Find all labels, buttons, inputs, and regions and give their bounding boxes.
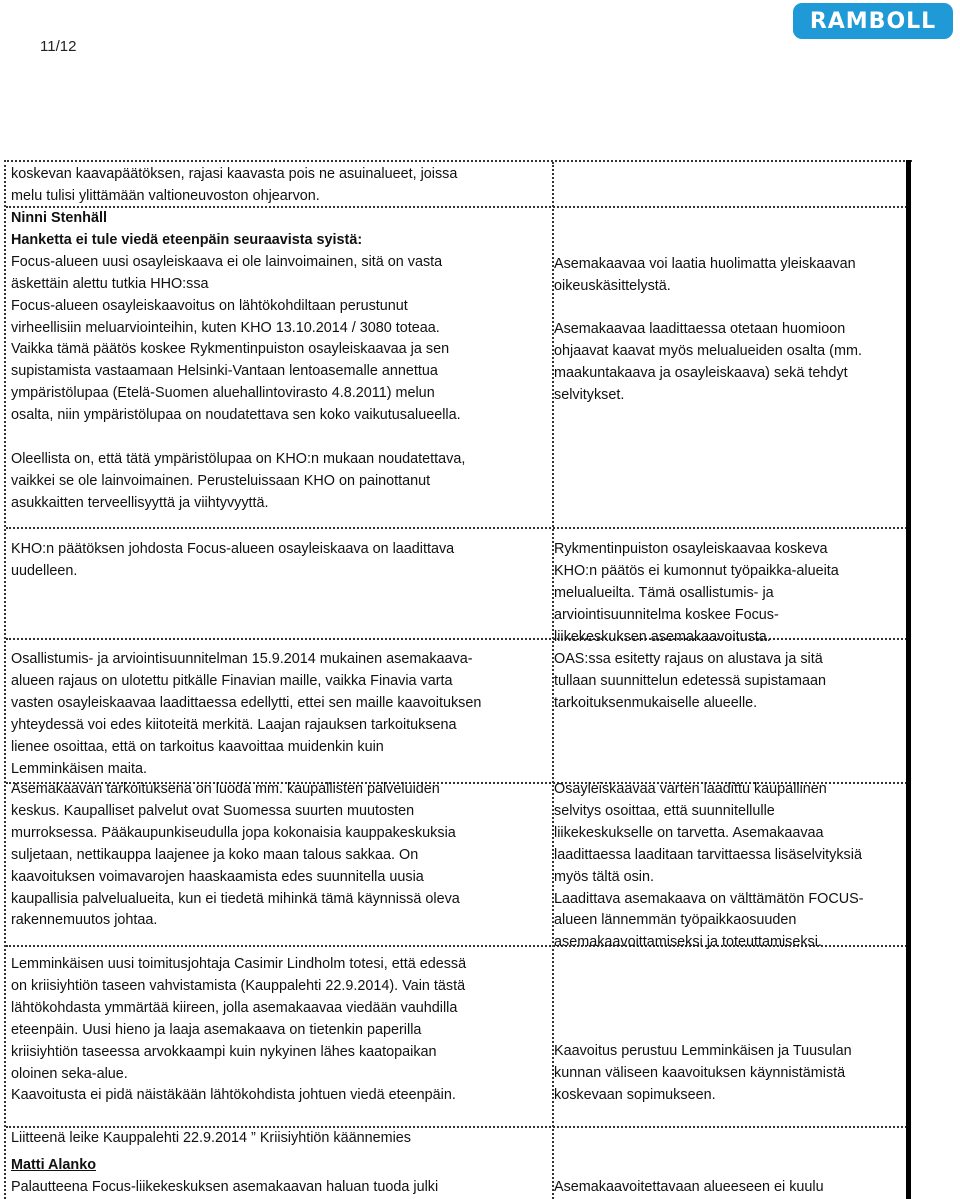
text-line: lienee osoittaa, että on tarkoitus kaavoittaa muidenkin kuin <box>11 738 384 755</box>
text-line: Rykmentinpuiston osayleiskaavaa koskeva <box>554 541 828 557</box>
text-line: asukkaitten terveellisyyttä ja viihtyvyyttä. <box>11 494 269 511</box>
table-right-border <box>906 160 911 1199</box>
text-line: asemakaavoittamiseksi ja toteuttamiseksi. <box>554 934 822 951</box>
text-line: myös tältä osin. <box>554 868 654 885</box>
text-line: melu tulisi ylittämään valtioneuvoston ohjearvon. <box>11 187 320 204</box>
text-line: alueen rajaus on ulotettu pitkälle Finavian maille, vaikka Finavia varta <box>11 672 453 689</box>
text-line: keskus. Kaupalliset palvelut ovat Suomessa suurten muutosten <box>11 802 415 819</box>
row-3-right-text <box>554 539 839 649</box>
row-6-left-text <box>11 954 466 1107</box>
text-line: äskettäin alettu tutkia HHO:ssa <box>11 275 209 292</box>
text-line: laadittaessa laaditaan tarvittaessa lisäselvityksiä <box>554 846 862 863</box>
text-line: Kaavoitusta ei pidä näistäkään lähtökohdista johtuen viedä eteenpäin. <box>11 1087 456 1104</box>
row-1-left-text <box>11 164 457 208</box>
text-line: vaikkei se ole lainvoimainen. Perusteluissaan KHO on painottanut <box>11 472 431 489</box>
text-line: Oleellista on, että tätä ympäristölupaa on KHO:n mukaan noudatettava, <box>11 450 466 467</box>
text-line: oloinen seka-alue. <box>11 1065 128 1082</box>
row-8-right-text <box>554 1177 824 1199</box>
text-line: Vaikka tämä päätös koskee Rykmentinpuiston osayleiskaavaa ja sen <box>11 341 450 358</box>
text-line: selvitys osoittaa, että suunnitellulle <box>554 802 775 819</box>
text-line: Lemminkäisen maita. <box>11 760 147 777</box>
text-line: selvitykset. <box>554 386 625 403</box>
text-line: supistamista vastaamaan Helsinki-Vantaan lentoasemalle annettua <box>11 363 438 380</box>
logo-text: RAMBOLL <box>809 8 937 34</box>
text-line: kunnan väliseen kaavoituksen käynnistämistä <box>554 1064 846 1081</box>
author-name: Matti Alanko <box>11 1157 97 1173</box>
text-line: kaavoituksen voimavarojen haaskaamista edes suunnitella uusia <box>11 868 424 885</box>
text-line: liikekeskuksen asemakaavoitusta. <box>554 628 771 645</box>
row-5-left-text <box>11 779 460 932</box>
text-line: melualueilta. Tämä osallistumis- ja <box>554 584 774 601</box>
text-line: Asemakaavaa voi laatia huolimatta yleiskaavan <box>554 256 856 272</box>
text-line: lähtökohdasta ymmärtää kiireen, jolla asemakaavaa viedään vauhdilla <box>11 999 458 1016</box>
text-line: Liitteenä leike Kauppalehti 22.9.2014 ” Kriisiyhtiön käännemies <box>11 1130 411 1146</box>
text-line: Laadittava asemakaava on välttämätön FOCUS- <box>554 890 864 907</box>
text-line: arviointisuunnitelma koskee Focus- <box>554 606 779 623</box>
row-divider <box>6 527 910 529</box>
section-heading: Hanketta ei tule viedä eteenpäin seuraavista syistä: <box>11 231 363 248</box>
row-8-left-text <box>11 1155 438 1199</box>
text-line: tarkoituksenmukaiselle alueelle. <box>554 694 758 711</box>
feedback-table <box>4 160 912 1199</box>
text-line: osalta, niin ympäristölupaa on noudatettava sen koko vaikutusalueella. <box>11 407 461 424</box>
text-line: uudelleen. <box>11 562 78 579</box>
text-line: Focus-alueen uusi osayleiskaava ei ole lainvoimainen, sitä on vasta <box>11 253 443 270</box>
text-line: Focus-alueen osayleiskaavoitus on lähtökohdiltaan perustunut <box>11 297 408 314</box>
text-line: oikeuskäsittelystä. <box>554 277 671 294</box>
text-line: rakennemuutos johtaa. <box>11 912 158 929</box>
text-line: ohjaavat kaavat myös melualueiden osalta (mm. <box>554 342 862 359</box>
ramboll-logo <box>793 3 953 39</box>
text-line: Osallistumis- ja arviointisuunnitelman 15.9.2014 mukainen asemakaava- <box>11 651 473 667</box>
text-line: Osayleiskaavaa varten laadittu kaupallinen <box>554 781 827 797</box>
row-2-right-text-a <box>554 254 856 298</box>
text-line: KHO:n päätöksen johdosta Focus-alueen osayleiskaava on laadittava <box>11 541 455 557</box>
row-3-left-text <box>11 539 454 583</box>
text-line: eteenpäin. Uusi hieno ja laaja asemakaava on tietenkin paperilla <box>11 1021 422 1038</box>
text-line: Palautteena Focus-liikekeskuksen asemakaavan haluan tuoda julki <box>11 1178 439 1195</box>
text-line: vasten osayleiskaavaa laadittaessa edellytti, ettei sen maille kaavoituksen <box>11 694 482 711</box>
row-4-right-text <box>554 649 826 715</box>
text-line: OAS:ssa esitetty rajaus on alustava ja sitä <box>554 651 823 667</box>
row-4-left-text <box>11 649 481 780</box>
text-line: virheellisiin meluarviointeihin, kuten KHO 13.10.2014 / 3080 toteaa. <box>11 319 440 336</box>
text-line: maakuntakaava ja osayleiskaava) sekä tehdyt <box>554 364 848 381</box>
row-2-right-text-b <box>554 319 862 407</box>
text-line: kaupallisia palvelualueita, kun ei tiedetä mihinkä tämä käynnissä oleva <box>11 890 460 907</box>
text-line: yhteydessä voi edes kiitoteitä merkitä. Laajan rajauksen tarkoituksena <box>11 716 457 733</box>
text-line: Kaavoitus perustuu Lemminkäisen ja Tuusulan <box>554 1043 852 1059</box>
text-line: ympäristölupaa (Etelä-Suomen aluehallintovirasto 4.8.2011) melun <box>11 385 435 402</box>
text-line: koskevan kaavapäätöksen, rajasi kaavasta pois ne asuinalueet, joissa <box>11 166 458 182</box>
text-line: alueen lännemmän työpaikkaosuuden <box>554 912 797 929</box>
text-line: murroksessa. Pääkaupunkiseudulla jopa kokonaisia kauppakeskuksia <box>11 824 456 841</box>
text-line: suljetaan, nettikauppa laajenee ja koko maan talous sakkaa. On <box>11 846 419 863</box>
text-line: liikekeskukselle on tarvetta. Asemakaavaa <box>554 824 824 841</box>
text-line: on kriisiyhtiön taseen vahvistamista (Kauppalehti 22.9.2014). Vain tästä <box>11 977 466 994</box>
text-line: kriisiyhtiön taseessa arvokkaampi kuin nykyinen lähes kaatopaikan <box>11 1043 437 1060</box>
blank-line <box>11 427 465 449</box>
text-line: Asemakaavoitettavaan alueeseen ei kuulu <box>554 1179 824 1195</box>
row-6-right-text <box>554 1041 852 1107</box>
row-7-left-text <box>11 1128 411 1150</box>
row-5-right-text <box>554 779 864 954</box>
page-number: 11/12 <box>40 38 77 55</box>
text-line: Asemakaavaa laadittaessa otetaan huomioon <box>554 321 846 337</box>
row-2-left-text <box>11 208 465 515</box>
text-line: tullaan suunnittelun edetessä supistamaan <box>554 672 827 689</box>
text-line: koskevaan sopimukseen. <box>554 1086 716 1103</box>
author-name: Ninni Stenhäll <box>11 210 107 226</box>
text-line: Lemminkäisen uusi toimitusjohtaja Casimir Lindholm totesi, että edessä <box>11 956 467 972</box>
text-line: Asemakaavan tarkoituksena on luoda mm. kaupallisten palveluiden <box>11 781 440 797</box>
text-line: KHO:n päätös ei kumonnut työpaikka-alueita <box>554 562 839 579</box>
